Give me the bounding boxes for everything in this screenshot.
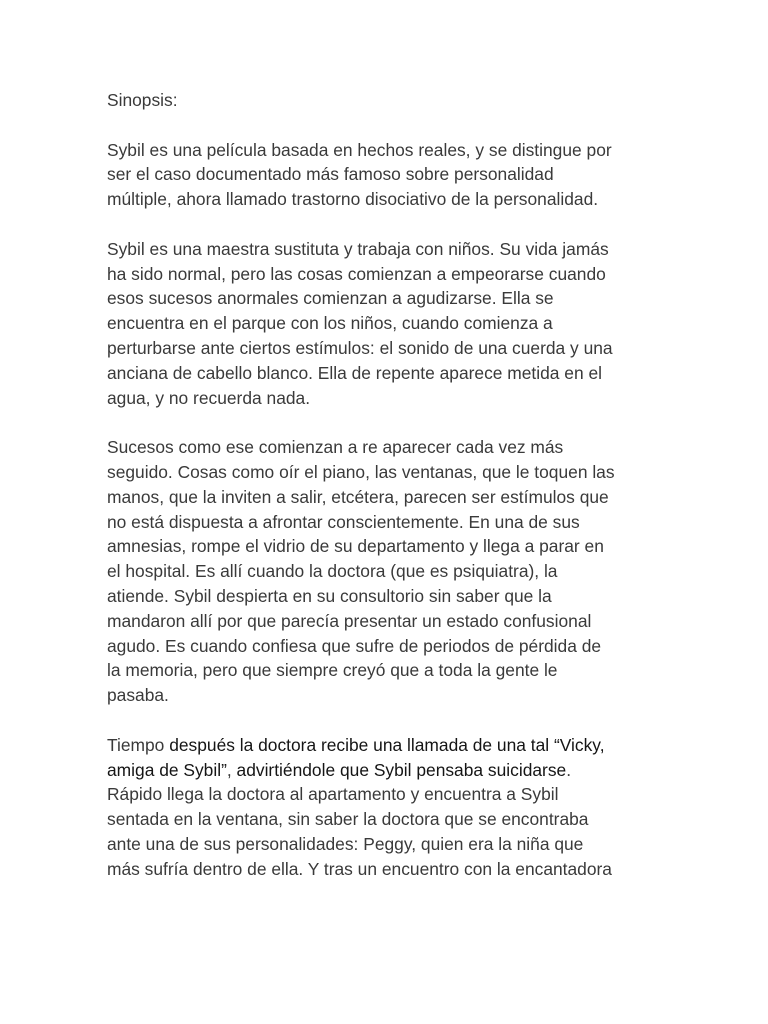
highlighted-text: amiga de Sybil” [107,759,227,780]
text-segment: , [226,759,237,780]
text-line: el hospital. Es allí cuando la doctora (que es psiquiatra), la [107,561,558,582]
text-line: agudo. Es cuando confiesa que sufre de periodos de pérdida de [107,635,602,656]
text-line: amnesias, rompe el vidrio de su departamento y llega a parar en [107,536,604,557]
text-line: ha sido normal, pero las cosas comienzan a empeorarse cuando [107,263,606,284]
text-line: anciana de cabello blanco. Ella de repente aparece metida en el [107,362,603,383]
highlighted-text: advirtiéndole que Sybil pensaba suicidarse [236,759,567,780]
text-line: Rápido llega la doctora al apartamento y encuentra a Sybil [107,784,559,805]
text-line: múltiple, ahora llamado trastorno disociativo de la personalidad. [107,189,599,210]
text-line: esos sucesos anormales comienzan a agudizarse. Ella se [107,288,554,309]
text-line: seguido. Cosas como oír el piano, las ventanas, que le toquen las [107,461,615,482]
paragraph-sybil-teacher [107,237,667,411]
paragraph-phone-call [107,733,667,882]
text-line: Sybil es una maestra sustituta y trabaja con niños. Su vida jamás [107,238,609,259]
text-line: no está dispuesta a afrontar conscientemente. En una de sus [107,511,580,532]
text-line: atiende. Sybil despierta en su consultorio sin saber que la [107,585,552,606]
text-line: pasaba. [107,685,169,706]
text-line: mandaron allí por que parecía presentar un estado confusional [107,610,592,631]
paragraph-intro [107,138,667,212]
highlighted-text: después la doctora recibe una llamada de una tal “Vicky, [169,734,605,755]
text-line: Sucesos como ese comienzan a re aparecer cada vez más [107,437,564,458]
synopsis-heading: Sinopsis: [107,90,178,110]
text-line: perturbarse ante ciertos estímulos: el sonido de una cuerda y una [107,337,613,358]
text-line: Sybil es una película basada en hechos reales, y se distingue por [107,139,612,160]
text-line: encuentra en el parque con los niños, cuando comienza a [107,313,553,334]
text-line [107,733,667,758]
text-line: manos, que la inviten a salir, etcétera, parecen ser estímulos que [107,486,609,507]
text-line: sentada en la ventana, sin saber la doctora que se encontraba [107,809,589,830]
text-line: la memoria, pero que siempre creyó que a toda la gente le [107,660,558,681]
text-line: más sufría dentro de ella. Y tras un encuentro con la encantadora [107,858,612,879]
paragraph-events [107,435,667,708]
document-body [107,88,667,906]
text-segment: . [566,759,572,780]
text-line [107,758,667,783]
text-line: ante una de sus personalidades: Peggy, quien era la niña que [107,833,584,854]
text-segment: Tiempo [107,734,170,755]
text-line: ser el caso documentado más famoso sobre personalidad [107,164,554,185]
text-line: agua, y no recuerda nada. [107,387,311,408]
